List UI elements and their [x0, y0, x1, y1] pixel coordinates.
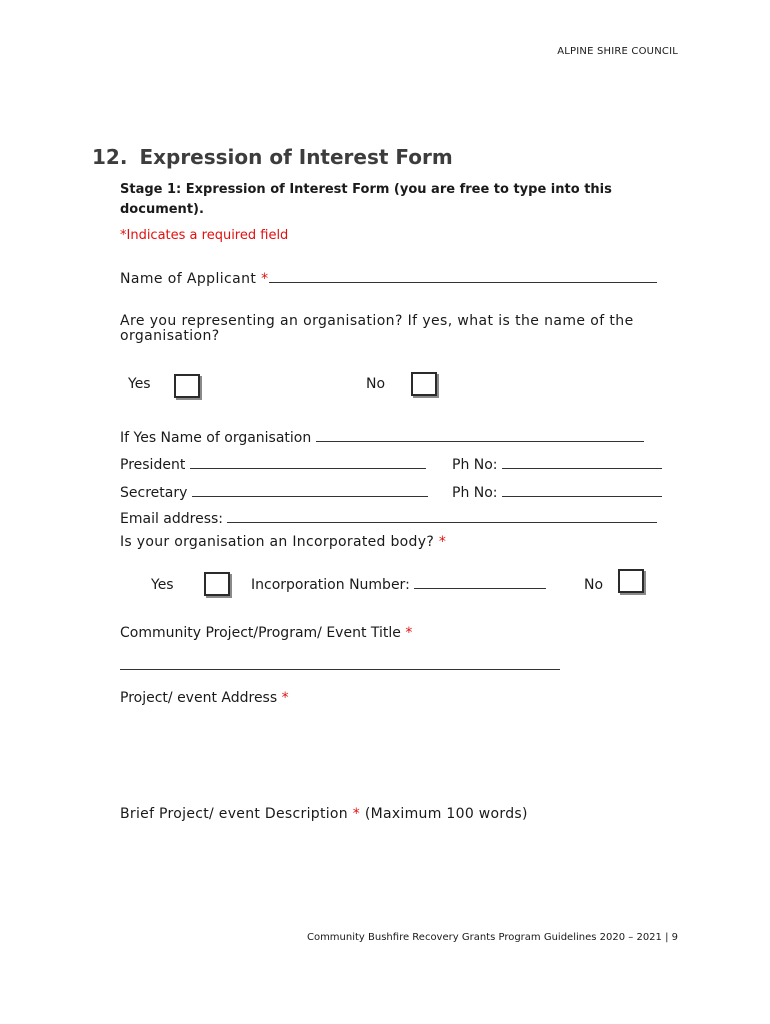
org-name-row: [120, 430, 644, 446]
required-marker: *: [281, 690, 289, 706]
project-description-row: [120, 806, 528, 822]
name-of-applicant-field[interactable]: [269, 272, 657, 283]
org-name-label: If Yes Name of organisation: [120, 430, 312, 446]
president-row: [120, 457, 426, 473]
president-phone-row: [452, 457, 662, 473]
incorporated-no-label: No: [584, 577, 604, 593]
project-address-row: [120, 690, 289, 706]
name-of-applicant-label: Name of Applicant: [120, 271, 257, 287]
representing-no-checkbox[interactable]: [411, 372, 437, 396]
email-label: Email address:: [120, 511, 224, 527]
president-phone-label: Ph No:: [452, 457, 498, 473]
incorporated-yes-checkbox[interactable]: [204, 572, 230, 596]
yes-label: Yes: [128, 376, 151, 392]
required-marker: *: [438, 534, 447, 550]
project-title-label: Community Project/Program/ Event Title: [120, 625, 401, 641]
representing-organisation-question: Are you representing an organisation? If yes, what is the name of the organisation?: [120, 313, 634, 344]
section-number: 12.: [92, 145, 128, 169]
project-title-row: [120, 625, 412, 641]
section-title: Expression of Interest Form: [139, 145, 453, 169]
incorporation-number-label: Incorporation Number:: [251, 577, 410, 593]
incorporation-number-field[interactable]: [414, 578, 546, 589]
stage-instruction: Stage 1: Expression of Interest Form (you are free to type into this document).: [120, 182, 612, 217]
org-name-field[interactable]: [316, 431, 644, 442]
section-heading: [92, 145, 453, 169]
header-organization: ALPINE SHIRE COUNCIL: [557, 46, 678, 57]
required-marker: *: [405, 625, 413, 641]
name-of-applicant-row: [120, 271, 657, 287]
incorporated-no-checkbox[interactable]: [618, 569, 644, 593]
incorporation-number-row: [251, 577, 546, 593]
project-address-label: Project/ event Address: [120, 690, 278, 706]
email-row: [120, 511, 657, 527]
secretary-phone-label: Ph No:: [452, 485, 498, 501]
secretary-row: [120, 485, 428, 501]
required-field-note: *Indicates a required field: [120, 228, 289, 243]
secretary-field[interactable]: [192, 486, 428, 497]
secretary-label: Secretary: [120, 485, 188, 501]
project-description-field[interactable]: [120, 830, 660, 910]
email-field[interactable]: [227, 512, 657, 523]
max-words-note: (Maximum 100 words): [364, 806, 528, 822]
incorporated-yes-label: Yes: [151, 577, 174, 593]
required-marker: *: [352, 806, 361, 822]
footer-text: Community Bushfire Recovery Grants Program Guidelines 2020 – 2021 | 9: [306, 932, 678, 943]
president-phone-field[interactable]: [502, 458, 662, 469]
project-title-field[interactable]: [120, 660, 560, 670]
incorporated-question-row: [120, 534, 446, 550]
representing-yes-checkbox[interactable]: [174, 374, 200, 398]
president-field[interactable]: [190, 458, 426, 469]
project-address-field[interactable]: [120, 712, 660, 790]
project-description-label: Brief Project/ event Description: [120, 806, 348, 822]
required-marker: *: [261, 271, 269, 287]
secretary-phone-field[interactable]: [502, 486, 662, 497]
secretary-phone-row: [452, 485, 662, 501]
incorporated-question: Is your organisation an Incorporated body?: [120, 534, 435, 550]
president-label: President: [120, 457, 186, 473]
no-label: No: [366, 376, 386, 392]
